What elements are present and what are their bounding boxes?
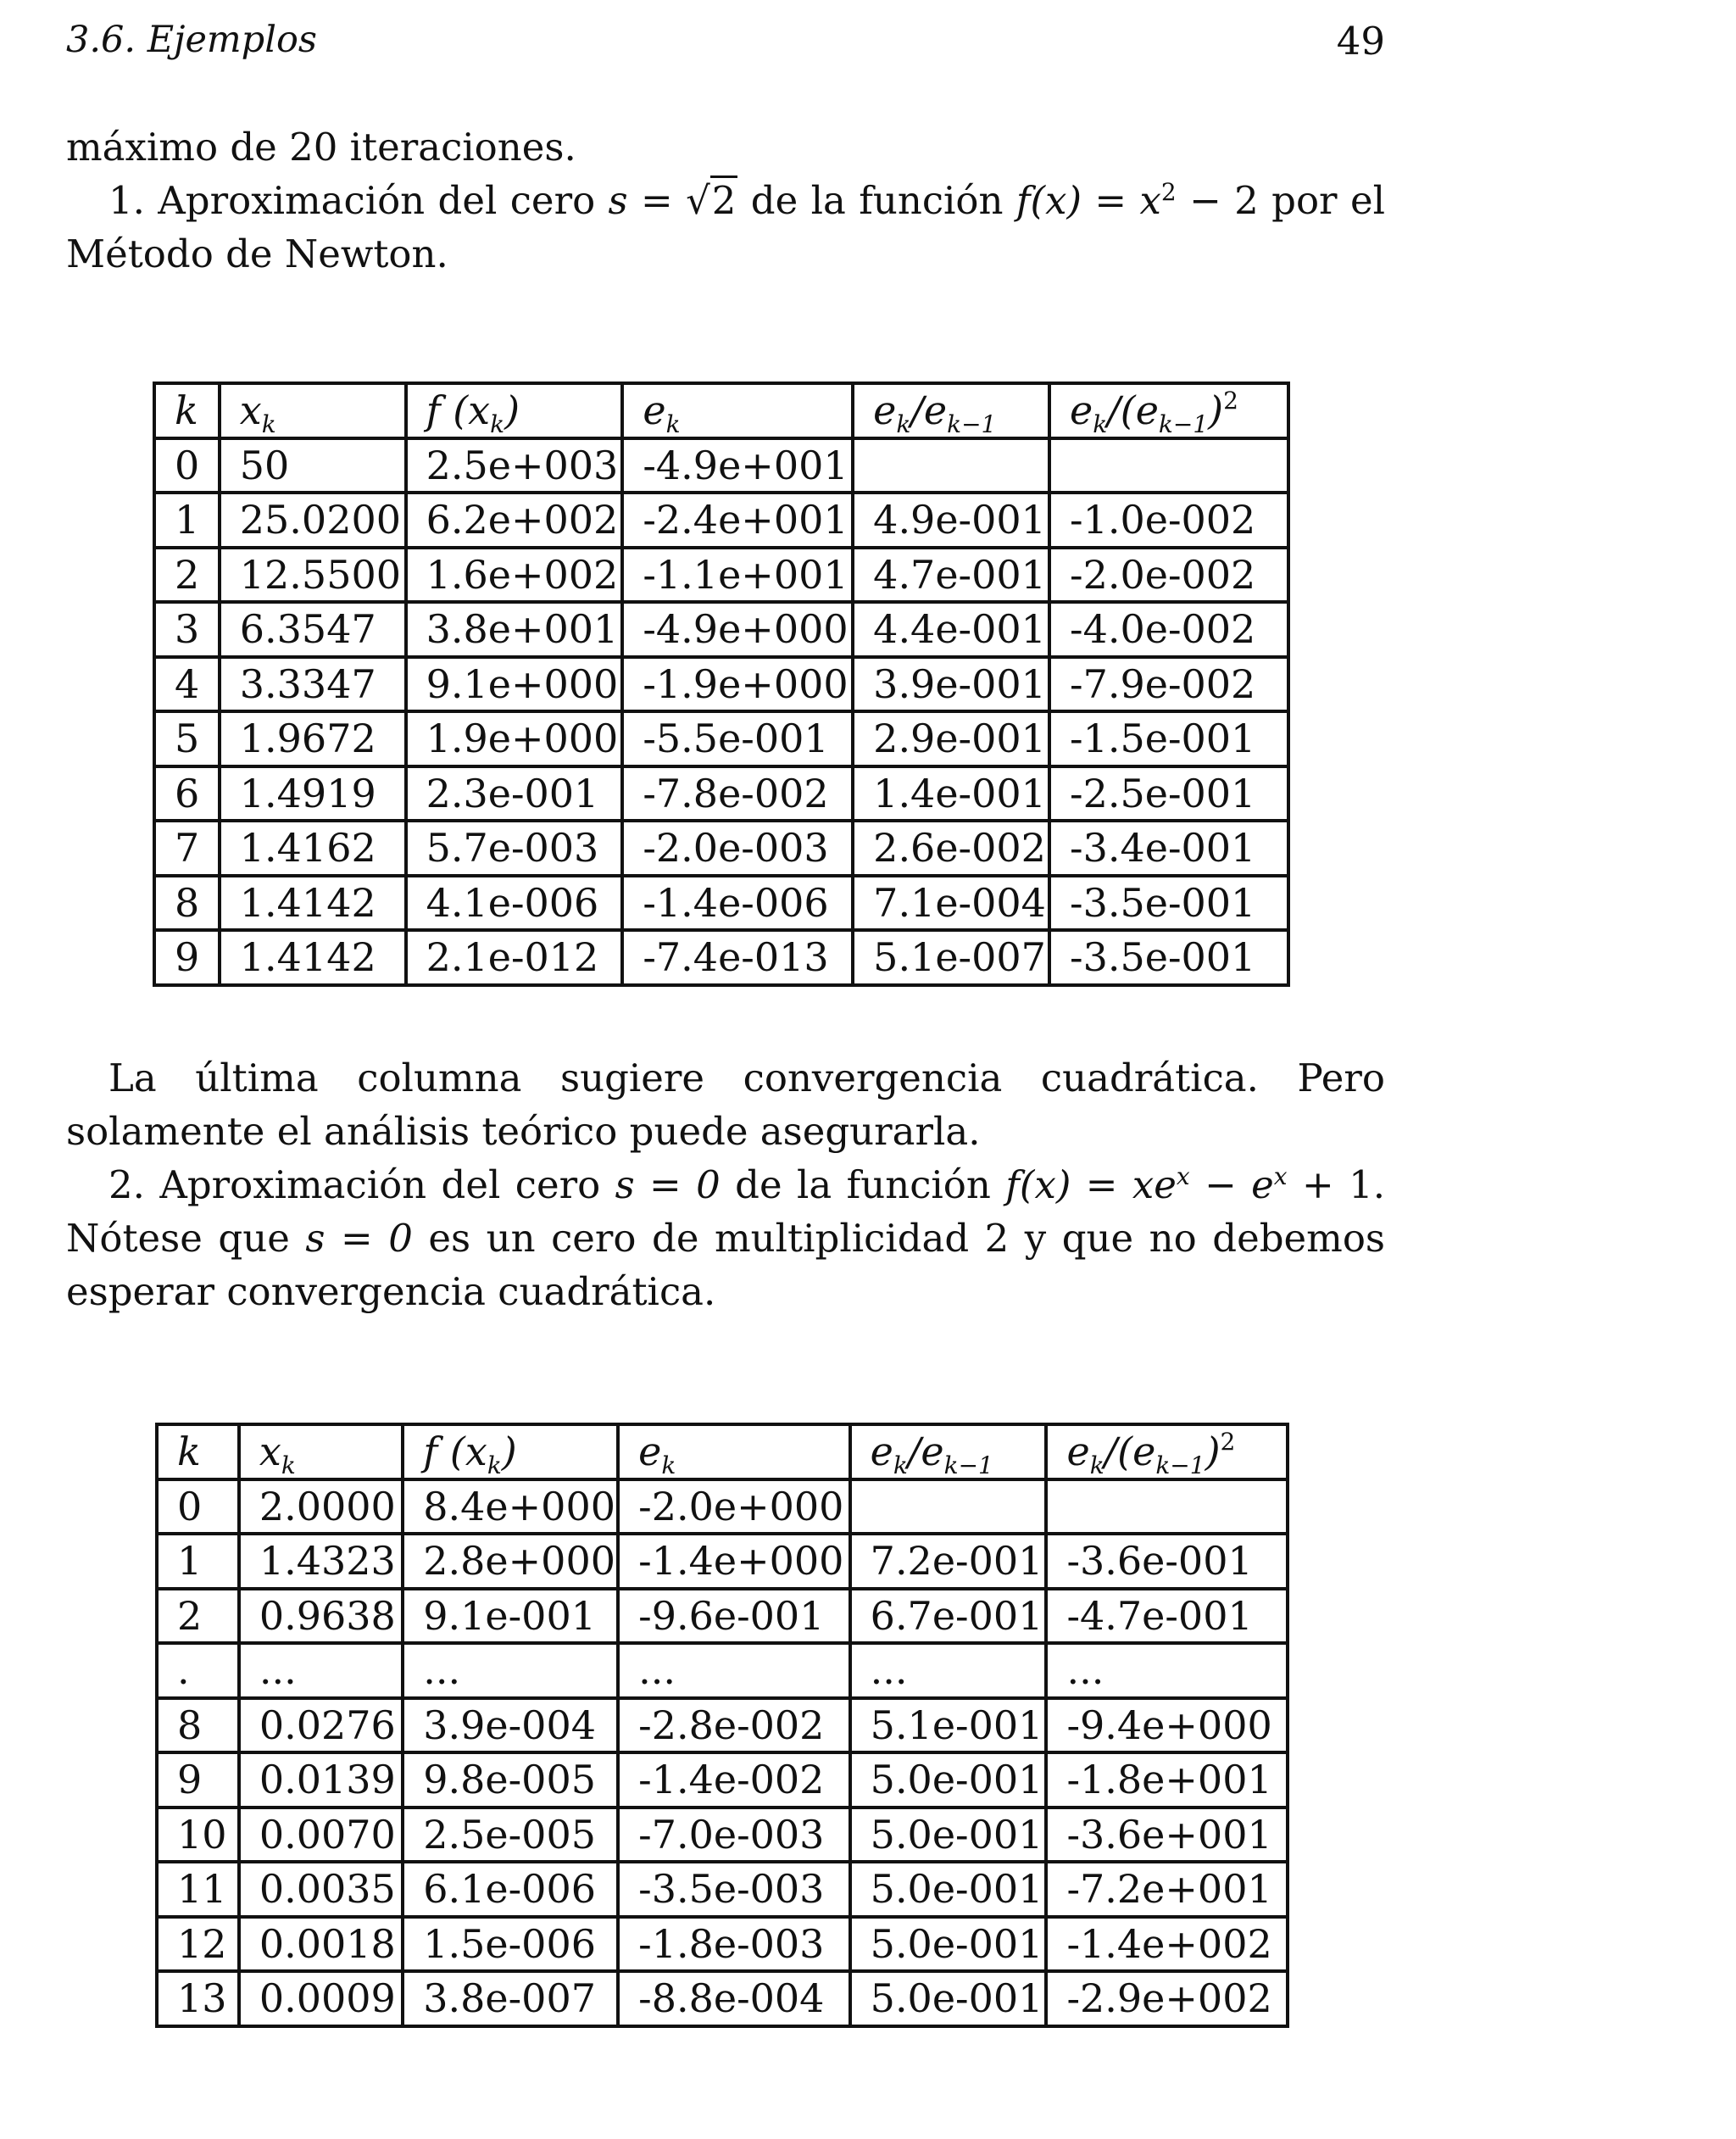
table-cell: ... xyxy=(239,1643,403,1698)
table-header-row xyxy=(157,1424,1288,1479)
table-cell: 1.6e+002 xyxy=(406,548,623,603)
header-k: k xyxy=(157,1424,239,1479)
table-cell: -1.8e+001 xyxy=(1046,1752,1288,1808)
table-cell: 7 xyxy=(154,821,220,876)
table-cell: -4.9e+001 xyxy=(622,438,853,493)
table-row xyxy=(154,548,1288,603)
table-cell: 2.9e-001 xyxy=(853,711,1049,766)
table-cell: 0.0276 xyxy=(239,1698,403,1753)
table-row xyxy=(154,930,1288,985)
paragraph-line: máximo de 20 iteraciones. xyxy=(66,125,576,170)
table-row xyxy=(154,711,1288,766)
header-ratio: $e_k/e_{k-1}$ xyxy=(853,383,1049,438)
table-cell: -5.5e-001 xyxy=(622,711,853,766)
table-row xyxy=(157,1862,1288,1917)
table-cell: 1.4162 xyxy=(220,821,406,876)
table-cell: 6.3547 xyxy=(220,602,406,657)
table-row xyxy=(157,1971,1288,2026)
header-ratio-squared: $e_k/(e_{k-1})^2$ xyxy=(1046,1424,1288,1479)
table-cell: -1.0e-002 xyxy=(1049,493,1288,548)
table-row xyxy=(157,1589,1288,1644)
table-cell: 5.0e-001 xyxy=(850,1862,1047,1917)
header-ratio-squared: $e_k/(e_{k-1})^2$ xyxy=(1049,383,1288,438)
table-cell: 2 xyxy=(157,1589,239,1644)
table-cell: 2 xyxy=(154,548,220,603)
table-cell xyxy=(850,1479,1047,1535)
table-cell: 8 xyxy=(154,876,220,931)
table-cell: 6.2e+002 xyxy=(406,493,623,548)
table-cell: -3.5e-001 xyxy=(1049,876,1288,931)
header-ek: $e_k$ xyxy=(622,383,853,438)
table-cell: -7.9e-002 xyxy=(1049,657,1288,712)
section-title: 3.6. Ejemplos xyxy=(66,19,317,61)
newton-table-1 xyxy=(153,382,1290,987)
table-cell: 50 xyxy=(220,438,406,493)
table-cell: 6 xyxy=(154,766,220,822)
table-cell: 9.1e+000 xyxy=(406,657,623,712)
table-cell: 5.1e-007 xyxy=(853,930,1049,985)
table-cell: -7.0e-003 xyxy=(618,1808,850,1863)
table-cell: 1.4919 xyxy=(220,766,406,822)
table-cell: 5.0e-001 xyxy=(850,1917,1047,1972)
table-cell: 3.3347 xyxy=(220,657,406,712)
table-cell: 1.9672 xyxy=(220,711,406,766)
table-row xyxy=(154,493,1288,548)
table-cell: -2.8e-002 xyxy=(618,1698,850,1753)
table-cell: -1.5e-001 xyxy=(1049,711,1288,766)
table-cell: -7.2e+001 xyxy=(1046,1862,1288,1917)
table-cell xyxy=(853,438,1049,493)
table-cell: 9.8e-005 xyxy=(403,1752,618,1808)
running-header xyxy=(66,19,1385,70)
table-row xyxy=(157,1479,1288,1535)
table-cell: 5.0e-001 xyxy=(850,1971,1047,2026)
table-cell: 1.9e+000 xyxy=(406,711,623,766)
table-row xyxy=(157,1643,1288,1698)
table-cell: 5.0e-001 xyxy=(850,1752,1047,1808)
page-number: 49 xyxy=(1336,19,1385,64)
table-row xyxy=(154,876,1288,931)
sqrt-symbol: √2 xyxy=(686,175,737,223)
table-cell: 1 xyxy=(154,493,220,548)
example-1-text: 1. Aproximación del cero s = √2 de la función $f(x) = x^2 - 2$ por el Método de Newton. xyxy=(66,174,1385,281)
table-cell: 10 xyxy=(157,1808,239,1863)
table-cell xyxy=(1049,438,1288,493)
table-cell: -1.8e-003 xyxy=(618,1917,850,1972)
table-row xyxy=(154,821,1288,876)
table-cell: -3.4e-001 xyxy=(1049,821,1288,876)
table-cell: -2.0e+000 xyxy=(618,1479,850,1535)
table-cell: -4.9e+000 xyxy=(622,602,853,657)
table-cell: 5.1e-001 xyxy=(850,1698,1047,1753)
table-cell: 1.4142 xyxy=(220,876,406,931)
newton-table-2 xyxy=(155,1423,1289,2028)
table-cell: 3 xyxy=(154,602,220,657)
discussion-paragraph xyxy=(66,1051,1385,1318)
header-xk: $x_k$ xyxy=(239,1424,403,1479)
table-row xyxy=(157,1698,1288,1753)
table-cell: -7.8e-002 xyxy=(622,766,853,822)
table-cell: ... xyxy=(1046,1643,1288,1698)
table-cell: 0 xyxy=(154,438,220,493)
table-cell: 6.1e-006 xyxy=(403,1862,618,1917)
table-cell: -1.1e+001 xyxy=(622,548,853,603)
header-k: k xyxy=(154,383,220,438)
table-cell: 1.4323 xyxy=(239,1534,403,1589)
table-row xyxy=(157,1917,1288,1972)
table-row xyxy=(157,1534,1288,1589)
table-cell: -2.0e-002 xyxy=(1049,548,1288,603)
table-cell: -3.6e-001 xyxy=(1046,1534,1288,1589)
table-cell: 0.9638 xyxy=(239,1589,403,1644)
table-cell: ... xyxy=(403,1643,618,1698)
table-cell: 9 xyxy=(157,1752,239,1808)
table-cell: 1.4142 xyxy=(220,930,406,985)
table-cell: 8.4e+000 xyxy=(403,1479,618,1535)
table-cell: 2.3e-001 xyxy=(406,766,623,822)
table-cell: 3.8e+001 xyxy=(406,602,623,657)
table-cell: -2.5e-001 xyxy=(1049,766,1288,822)
table-cell xyxy=(1046,1479,1288,1535)
table-cell: -3.5e-001 xyxy=(1049,930,1288,985)
table-row xyxy=(154,602,1288,657)
table-row xyxy=(157,1808,1288,1863)
table-cell: 0.0070 xyxy=(239,1808,403,1863)
header-ek: $e_k$ xyxy=(618,1424,850,1479)
table-header-row xyxy=(154,383,1288,438)
table-cell: 3.9e-004 xyxy=(403,1698,618,1753)
table-cell: 4.4e-001 xyxy=(853,602,1049,657)
header-xk: $x_k$ xyxy=(220,383,406,438)
table-row xyxy=(154,657,1288,712)
intro-paragraph xyxy=(66,120,1385,281)
table-cell: 6.7e-001 xyxy=(850,1589,1047,1644)
table-cell: -4.7e-001 xyxy=(1046,1589,1288,1644)
table-cell: 1.4e-001 xyxy=(853,766,1049,822)
table-cell: 3.9e-001 xyxy=(853,657,1049,712)
paragraph-line: La última columna sugiere convergencia cuadrática. Pero solamente el análisis teórico puede asegurarla. xyxy=(66,1056,1385,1154)
table-cell: 9 xyxy=(154,930,220,985)
table-cell: -2.4e+001 xyxy=(622,493,853,548)
table-cell: -3.5e-003 xyxy=(618,1862,850,1917)
table-cell: 9.1e-001 xyxy=(403,1589,618,1644)
table-cell: 5 xyxy=(154,711,220,766)
table-cell: 0 xyxy=(157,1479,239,1535)
table-cell: 4.1e-006 xyxy=(406,876,623,931)
table-cell: 7.1e-004 xyxy=(853,876,1049,931)
table-cell: 4.7e-001 xyxy=(853,548,1049,603)
header-ratio: $e_k/e_{k-1}$ xyxy=(850,1424,1047,1479)
table-row xyxy=(157,1752,1288,1808)
table-cell: 5.7e-003 xyxy=(406,821,623,876)
table-cell: 1 xyxy=(157,1534,239,1589)
table-cell: 2.6e-002 xyxy=(853,821,1049,876)
table-cell: 13 xyxy=(157,1971,239,2026)
table-cell: -4.0e-002 xyxy=(1049,602,1288,657)
table-cell: -8.8e-004 xyxy=(618,1971,850,2026)
table-cell: 0.0009 xyxy=(239,1971,403,2026)
table-cell: 8 xyxy=(157,1698,239,1753)
table-cell: ... xyxy=(850,1643,1047,1698)
header-fxk: f $(x_k)$ xyxy=(403,1424,618,1479)
table-row xyxy=(154,766,1288,822)
table-cell: 0.0018 xyxy=(239,1917,403,1972)
table-cell: 0.0035 xyxy=(239,1862,403,1917)
table-cell: 2.5e-005 xyxy=(403,1808,618,1863)
table-cell: -9.6e-001 xyxy=(618,1589,850,1644)
table-cell: 4.9e-001 xyxy=(853,493,1049,548)
table-cell: 2.5e+003 xyxy=(406,438,623,493)
table-cell: 25.0200 xyxy=(220,493,406,548)
example-2-text: 2. Aproximación del cero s = 0 de la función $f(x) = xe^x - e^x + 1$. Nótese que s = 0 es un cero de multiplicidad 2 y que no debemos esperar convergencia cuadrática. xyxy=(66,1162,1386,1314)
table-cell: 3.8e-007 xyxy=(403,1971,618,2026)
table-cell: -1.4e+000 xyxy=(618,1534,850,1589)
table-cell: 4 xyxy=(154,657,220,712)
table-cell: 7.2e-001 xyxy=(850,1534,1047,1589)
table-cell: ... xyxy=(618,1643,850,1698)
table-cell: . xyxy=(157,1643,239,1698)
table-cell: 12.5500 xyxy=(220,548,406,603)
table-cell: 1.5e-006 xyxy=(403,1917,618,1972)
table-cell: -2.9e+002 xyxy=(1046,1971,1288,2026)
table-cell: -9.4e+000 xyxy=(1046,1698,1288,1753)
table-cell: 0.0139 xyxy=(239,1752,403,1808)
table-cell: -2.0e-003 xyxy=(622,821,853,876)
table-cell: 2.8e+000 xyxy=(403,1534,618,1589)
table-cell: -1.4e-002 xyxy=(618,1752,850,1808)
table-cell: 5.0e-001 xyxy=(850,1808,1047,1863)
header-fxk: f $(x_k)$ xyxy=(406,383,623,438)
table-cell: -1.4e+002 xyxy=(1046,1917,1288,1972)
table-cell: 2.0000 xyxy=(239,1479,403,1535)
table-cell: -1.9e+000 xyxy=(622,657,853,712)
table-cell: -7.4e-013 xyxy=(622,930,853,985)
table-cell: 11 xyxy=(157,1862,239,1917)
table-cell: 12 xyxy=(157,1917,239,1972)
table-cell: -1.4e-006 xyxy=(622,876,853,931)
table-cell: -3.6e+001 xyxy=(1046,1808,1288,1863)
table-cell: 2.1e-012 xyxy=(406,930,623,985)
table-row xyxy=(154,438,1288,493)
